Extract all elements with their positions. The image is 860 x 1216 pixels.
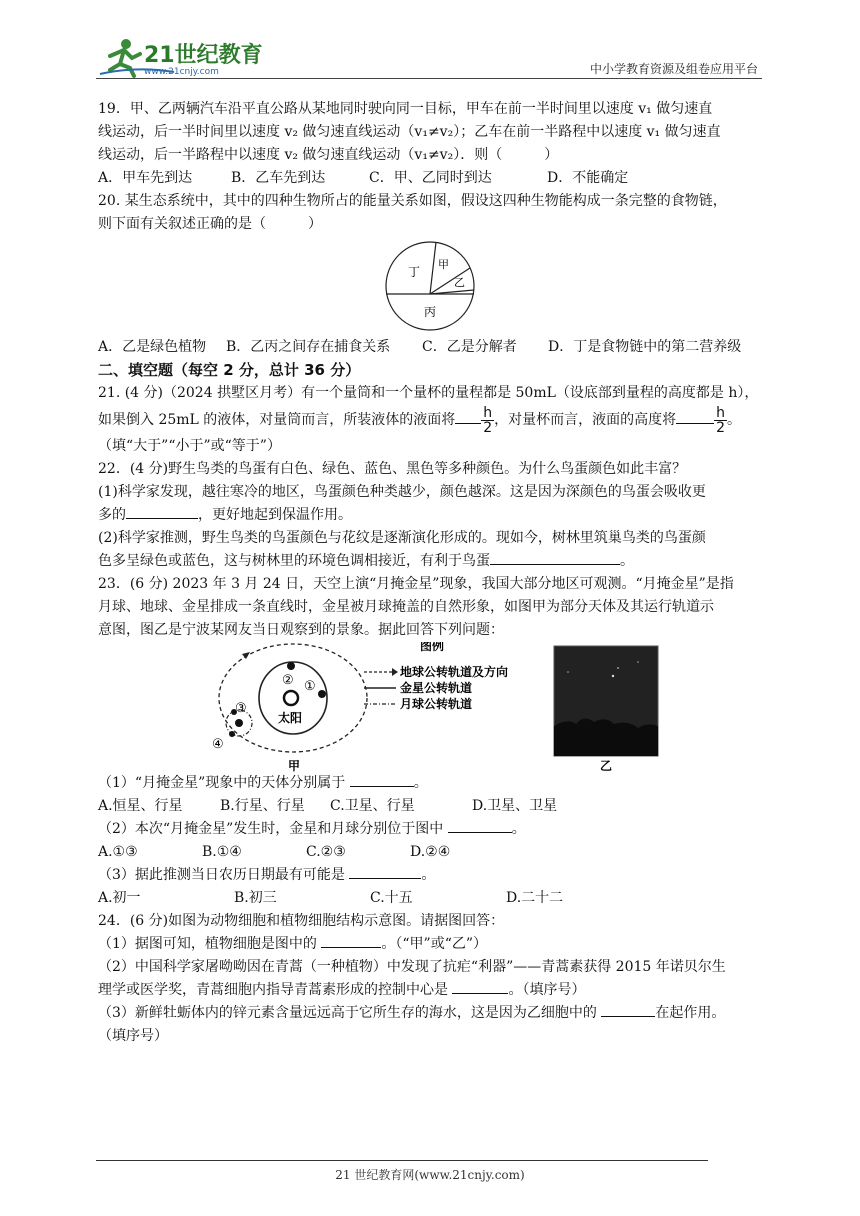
q23-sub3-option-a: A.初一 <box>98 890 141 906</box>
fig-a-caption: 甲 <box>288 759 301 772</box>
pie-label-jia: 甲 <box>438 258 449 271</box>
q24-line1: 24．(6 分)如图为动物细胞和植物细胞结构示意图。请据图回答： <box>98 913 505 929</box>
header-platform-text: 中小学教育资源及组卷应用平台 <box>589 62 758 76</box>
pos-3-label: ③ <box>235 701 247 716</box>
pie-label-bing: 丙 <box>424 305 437 319</box>
q22-line4: (2)科学家推测，野生鸟类的鸟蛋颜色与花纹是逐渐演化形成的。现如今，树林里筑巢鸟类的鸟蛋颜 <box>98 530 706 546</box>
q19-line1: 19．甲、乙两辆汽车沿平直公路从某地同时驶向同一目标，甲车在前一半时间里以速度 v₁ 做匀速直 <box>98 101 713 117</box>
footer-rule <box>96 1160 708 1161</box>
q23-sub3-option-b: B.初三 <box>234 890 277 906</box>
q19-line2: 线运动，后一半时间里以速度 v₂ 做匀速直线运动（v₁≠v₂）；乙车在前一半路程中以速度 v₁ 做匀速直 <box>98 124 721 140</box>
header-rule <box>96 78 762 79</box>
q23-sub3-option-c: C.十五 <box>370 890 413 906</box>
sun-icon <box>284 691 298 705</box>
q20-options <box>98 336 764 359</box>
q21-blank-2[interactable] <box>676 409 714 424</box>
q19-option-c: C．甲、乙同时到达 <box>369 170 492 186</box>
q19-option-b: B．乙车先到达 <box>231 170 326 186</box>
q21-fraction-2: $\frac{h}{2}$ <box>716 404 726 436</box>
pos-4-label: ④ <box>212 737 224 752</box>
q19-option-d: D．不能确定 <box>547 170 629 186</box>
q23-sub2-option-d: D.②④ <box>410 844 451 860</box>
page-footer: 21 世纪教育网(www.21cnjy.com) <box>335 1168 525 1182</box>
q23-figure <box>98 642 764 772</box>
q21-fraction-1: $\frac{h}{2}$ <box>483 404 493 436</box>
page-header <box>96 36 762 80</box>
pos-1-label: ① <box>304 679 316 694</box>
q23-sub1-option-b: B.行星、行星 <box>220 798 305 814</box>
q23-line2: 月球、地球、金星排成一条直线时，金星被月球掩盖的自然形象，如图甲为部分天体及其运行轨道示 <box>98 599 714 615</box>
svg-text:www.21cnjy.com: www.21cnjy.com <box>144 67 219 77</box>
q20-option-d: D．丁是食物链中的第二营养级 <box>548 339 742 355</box>
q24-blank-3[interactable] <box>601 1002 655 1017</box>
legend-earth-orbit: 地球公转轨道及方向 <box>400 665 509 679</box>
q24-line4: 理学或医学奖，青蒿细胞内指导青蒿素形成的控制中心是 。（填序号） <box>98 979 764 1002</box>
pos-2-label: ② <box>282 673 294 688</box>
q23-line1: 23．(6 分) 2023 年 3 月 24 日，天空上演“月掩金星”现象，我国大部分地区可观测。“月掩金星”是指 <box>98 576 734 592</box>
q21-line3: （填“大于”“小于”或“等于”） <box>98 438 281 454</box>
q23-sub3: （3）据此推测当日农历日期最有可能是 。 <box>98 864 764 887</box>
q20-pie-figure <box>98 236 764 336</box>
q23-sub1-blank[interactable] <box>350 772 414 787</box>
section-title: 二、填空题（每空 2 分，总计 36 分） <box>98 361 361 379</box>
logo <box>96 36 266 80</box>
q22-blank-1[interactable] <box>126 504 198 519</box>
runner-logo-icon <box>96 36 266 80</box>
q23-sub1: （1）“月掩金星”现象中的天体分别属于 。 <box>98 772 764 795</box>
q23-sub2-option-c: C.②③ <box>306 844 346 860</box>
pie-label-ding: 丁 <box>408 265 421 279</box>
page-content <box>98 98 764 1048</box>
q22-line3: 多的 ，更好地起到保温作用。 <box>98 504 764 527</box>
q22-line2: (1)科学家发现，越往寒冷的地区，鸟蛋颜色种类越少，颜色越深。这是因为深颜色的鸟蛋会吸收更 <box>98 484 706 500</box>
q23-sub3-option-d: D.二十二 <box>506 890 564 906</box>
q23-sub2-option-b: B.①④ <box>202 844 242 860</box>
q23-sub1-option-c: C.卫星、行星 <box>330 798 415 814</box>
q23-sub2-blank[interactable] <box>448 818 512 833</box>
q23-sub1-option-d: D.卫星、卫星 <box>472 798 558 814</box>
night-sky-photo <box>554 646 658 772</box>
q21-text-a: 如果倒入 25mL 的液体，对量筒而言，所装液体的液面将 <box>98 412 456 428</box>
q23-sub3-blank[interactable] <box>349 864 421 879</box>
q24-line3: （2）中国科学家屠呦呦因在青蒿（一种植物）中发现了抗疟“利器”——青蒿素获得 2015 年诺贝尔生 <box>98 959 726 975</box>
q23-sub2-option-a: A.①③ <box>98 844 138 860</box>
q21-text-b: ，对量杯而言，液面的高度将 <box>494 412 677 428</box>
q23-sub3-options <box>98 887 764 910</box>
q21-blank-1[interactable] <box>455 409 481 424</box>
q23-line3: 意图，图乙是宁波某网友当日观察到的景象。据此回答下列问题： <box>98 622 504 638</box>
svg-text:21世纪教育: 21世纪教育 <box>144 43 263 68</box>
q19-options <box>98 167 764 190</box>
q20-line1: 20. 某生态系统中，其中的四种生物所占的能量关系如图，假设这四种生物能构成一条完整的食物链， <box>98 193 727 209</box>
sun-label: 太阳 <box>278 711 303 725</box>
pie-label-yi: 乙 <box>454 276 465 289</box>
legend-title: 图例 <box>420 642 445 653</box>
legend-venus-orbit: 金星公转轨道 <box>400 681 473 695</box>
q24-line2: （1）据图可知，植物细胞是图中的 。（“甲”或“乙”） <box>98 933 764 956</box>
q24-blank-1[interactable] <box>321 933 381 948</box>
q21-line1: 21. (4 分)（2024 拱墅区月考）有一个量筒和一个量杯的量程都是 50mL（设底部到量程的高度都是 h）， <box>98 385 759 401</box>
q20-option-b: B．乙丙之间存在捕食关系 <box>226 339 391 355</box>
q23-sub1-option-a: A.恒星、行星 <box>98 798 183 814</box>
q24-line5: （3）新鲜牡蛎体内的锌元素含量远远高于它所生存的海水，这是因为乙细胞中的 在起作用。 <box>98 1002 764 1025</box>
q19-line3: 线运动，后一半路程中以速度 v₂ 做匀速直线运动（v₁≠v₂）．则（ ） <box>98 147 559 163</box>
q24-line6: （填序号） <box>98 1028 168 1044</box>
q20-line2: 则下面有关叙述正确的是（ ） <box>98 216 322 232</box>
q22-blank-2[interactable] <box>490 550 620 565</box>
earth-icon <box>235 719 243 727</box>
q22-line5: 色多呈绿色或蓝色，这与树林里的环境色调相接近，有利于鸟蛋 。 <box>98 550 764 573</box>
q19-option-a: A．甲车先到达 <box>98 170 193 186</box>
legend-moon-orbit: 月球公转轨道 <box>400 697 473 711</box>
orbit-diagram <box>212 642 508 772</box>
q22-line1: 22．(4 分)野生鸟类的鸟蛋有白色、绿色、蓝色、黑色等多种颜色。为什么鸟蛋颜色如此丰富？ <box>98 461 687 477</box>
q20-option-c: C．乙是分解者 <box>422 339 517 355</box>
q20-option-a: A．乙是绿色植物 <box>98 339 207 355</box>
q24-blank-2[interactable] <box>452 979 508 994</box>
fig-b-caption: 乙 <box>600 759 613 772</box>
q23-sub1-options <box>98 795 764 818</box>
q21-line2: 如果倒入 25mL 的液体，对量筒而言，所装液体的液面将 $\frac{h}{2}$ ，对量杯而言，液面的高度将 $\frac{h}{2}$ 。 <box>98 404 742 436</box>
q23-sub2: （2）本次“月掩金星”发生时，金星和月球分别位于图中 。 <box>98 818 764 841</box>
q23-sub2-options <box>98 841 764 864</box>
